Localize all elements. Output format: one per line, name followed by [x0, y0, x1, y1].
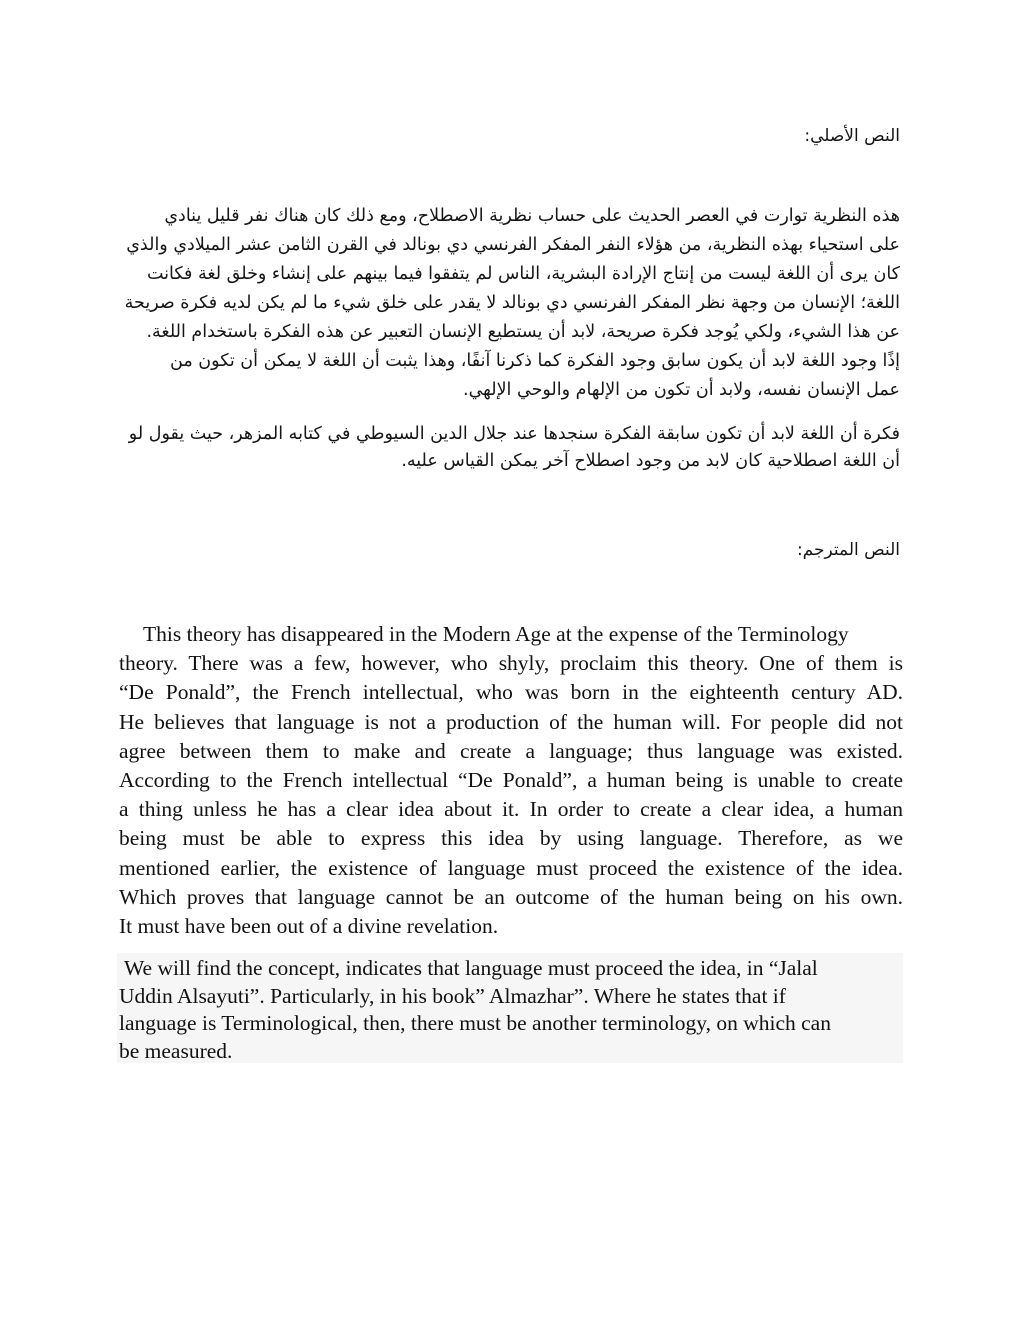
original-line: هذه النظرية توارت في العصر الحديث على حساب نظرية الاصطلاح، ومع ذلك كان هناك نفر قليل ينادي — [164, 206, 900, 226]
original-line: عمل الإنسان نفسه، ولابد أن تكون من الإلهام والوحي الإلهي. — [463, 380, 900, 400]
original-line: أن اللغة اصطلاحية كان لابد من وجود اصطلاح آخر يمكن القياس عليه. — [401, 451, 900, 471]
translated-line: Uddin Alsayuti”. Particularly, in his book” Almazhar”. Where he states that if — [119, 983, 786, 1008]
translated-line: mentioned earlier, the existence of language must proceed the existence of the idea. — [119, 855, 903, 880]
translated-line: a thing unless he has a clear idea about it. In order to create a clear idea, a human — [119, 797, 903, 822]
translated-line: language is Terminological, then, there must be another terminology, on which can — [119, 1011, 831, 1035]
translated-line: We will find the concept, indicates that language must proceed the idea, in “Jalal — [119, 956, 818, 980]
translated-line: Which proves that language cannot be an outcome of the human being on his own. — [119, 884, 903, 909]
translated-line: agree between them to make and create a language; thus language was existed. — [119, 738, 903, 763]
translated-paragraph-2 — [117, 953, 903, 1063]
original-paragraph-2 — [110, 421, 900, 475]
translated-line: It must have been out of a divine revelation. — [119, 914, 499, 939]
original-line: اللغة؛ الإنسان من وجهة نظر المفكر الفرنسي دي بونالد لا يقدر على خلق شيء ما لم يكن لديه فكرة صريحة — [124, 293, 900, 313]
translated-line: “De Ponald”, the French intellectual, who was born in the eighteenth century AD. — [119, 680, 903, 705]
translated-line: He believes that language is not a production of the human will. For people did not — [119, 709, 903, 734]
translated-line: theory. There was a few, however, who shyly, proclaim this theory. One of them is — [119, 651, 903, 676]
translated-text-heading: النص المترجم: — [796, 540, 900, 560]
original-text-heading: النص الأصلي: — [804, 126, 900, 146]
original-paragraph-1 — [110, 202, 900, 405]
translated-line: be measured. — [119, 1038, 233, 1063]
translated-line: According to the French intellectual “De Ponald”, a human being is unable to create — [119, 768, 903, 793]
original-line: على استحياء بهذه النظرية، من هؤلاء النفر المفكر الفرنسي دي بونالد في القرن الثامن عشر الميلادي والذي — [126, 235, 900, 255]
translated-line: This theory has disappeared in the Modern Age at the expense of the Terminology — [143, 622, 849, 646]
original-line: فكرة أن اللغة لابد أن تكون سابقة الفكرة سنجدها عند جلال الدين السيوطي في كتابه المزهر، حيث يقول لو — [128, 424, 900, 444]
translated-paragraph-1 — [119, 620, 903, 941]
translated-line: being must be able to express this idea by using language. Therefore, as we — [119, 826, 903, 851]
original-line: عن هذا الشيء، ولكي يُوجد فكرة صريحة، لابد أن يستطيع الإنسان التعبير عن هذه الفكرة باستخدام اللغة. — [146, 322, 900, 342]
original-line: إذًا وجود اللغة لابد أن يكون سابق وجود الفكرة كما ذكرنا آنفًا، وهذا يثبت أن اللغة لا يمكن أن تكون من — [170, 351, 900, 371]
original-line: كان يرى أن اللغة ليست من إنتاج الإرادة البشرية، الناس لم يتفقوا فيما بينهم على إنشاء وخلق لغة فكانت — [146, 264, 900, 284]
